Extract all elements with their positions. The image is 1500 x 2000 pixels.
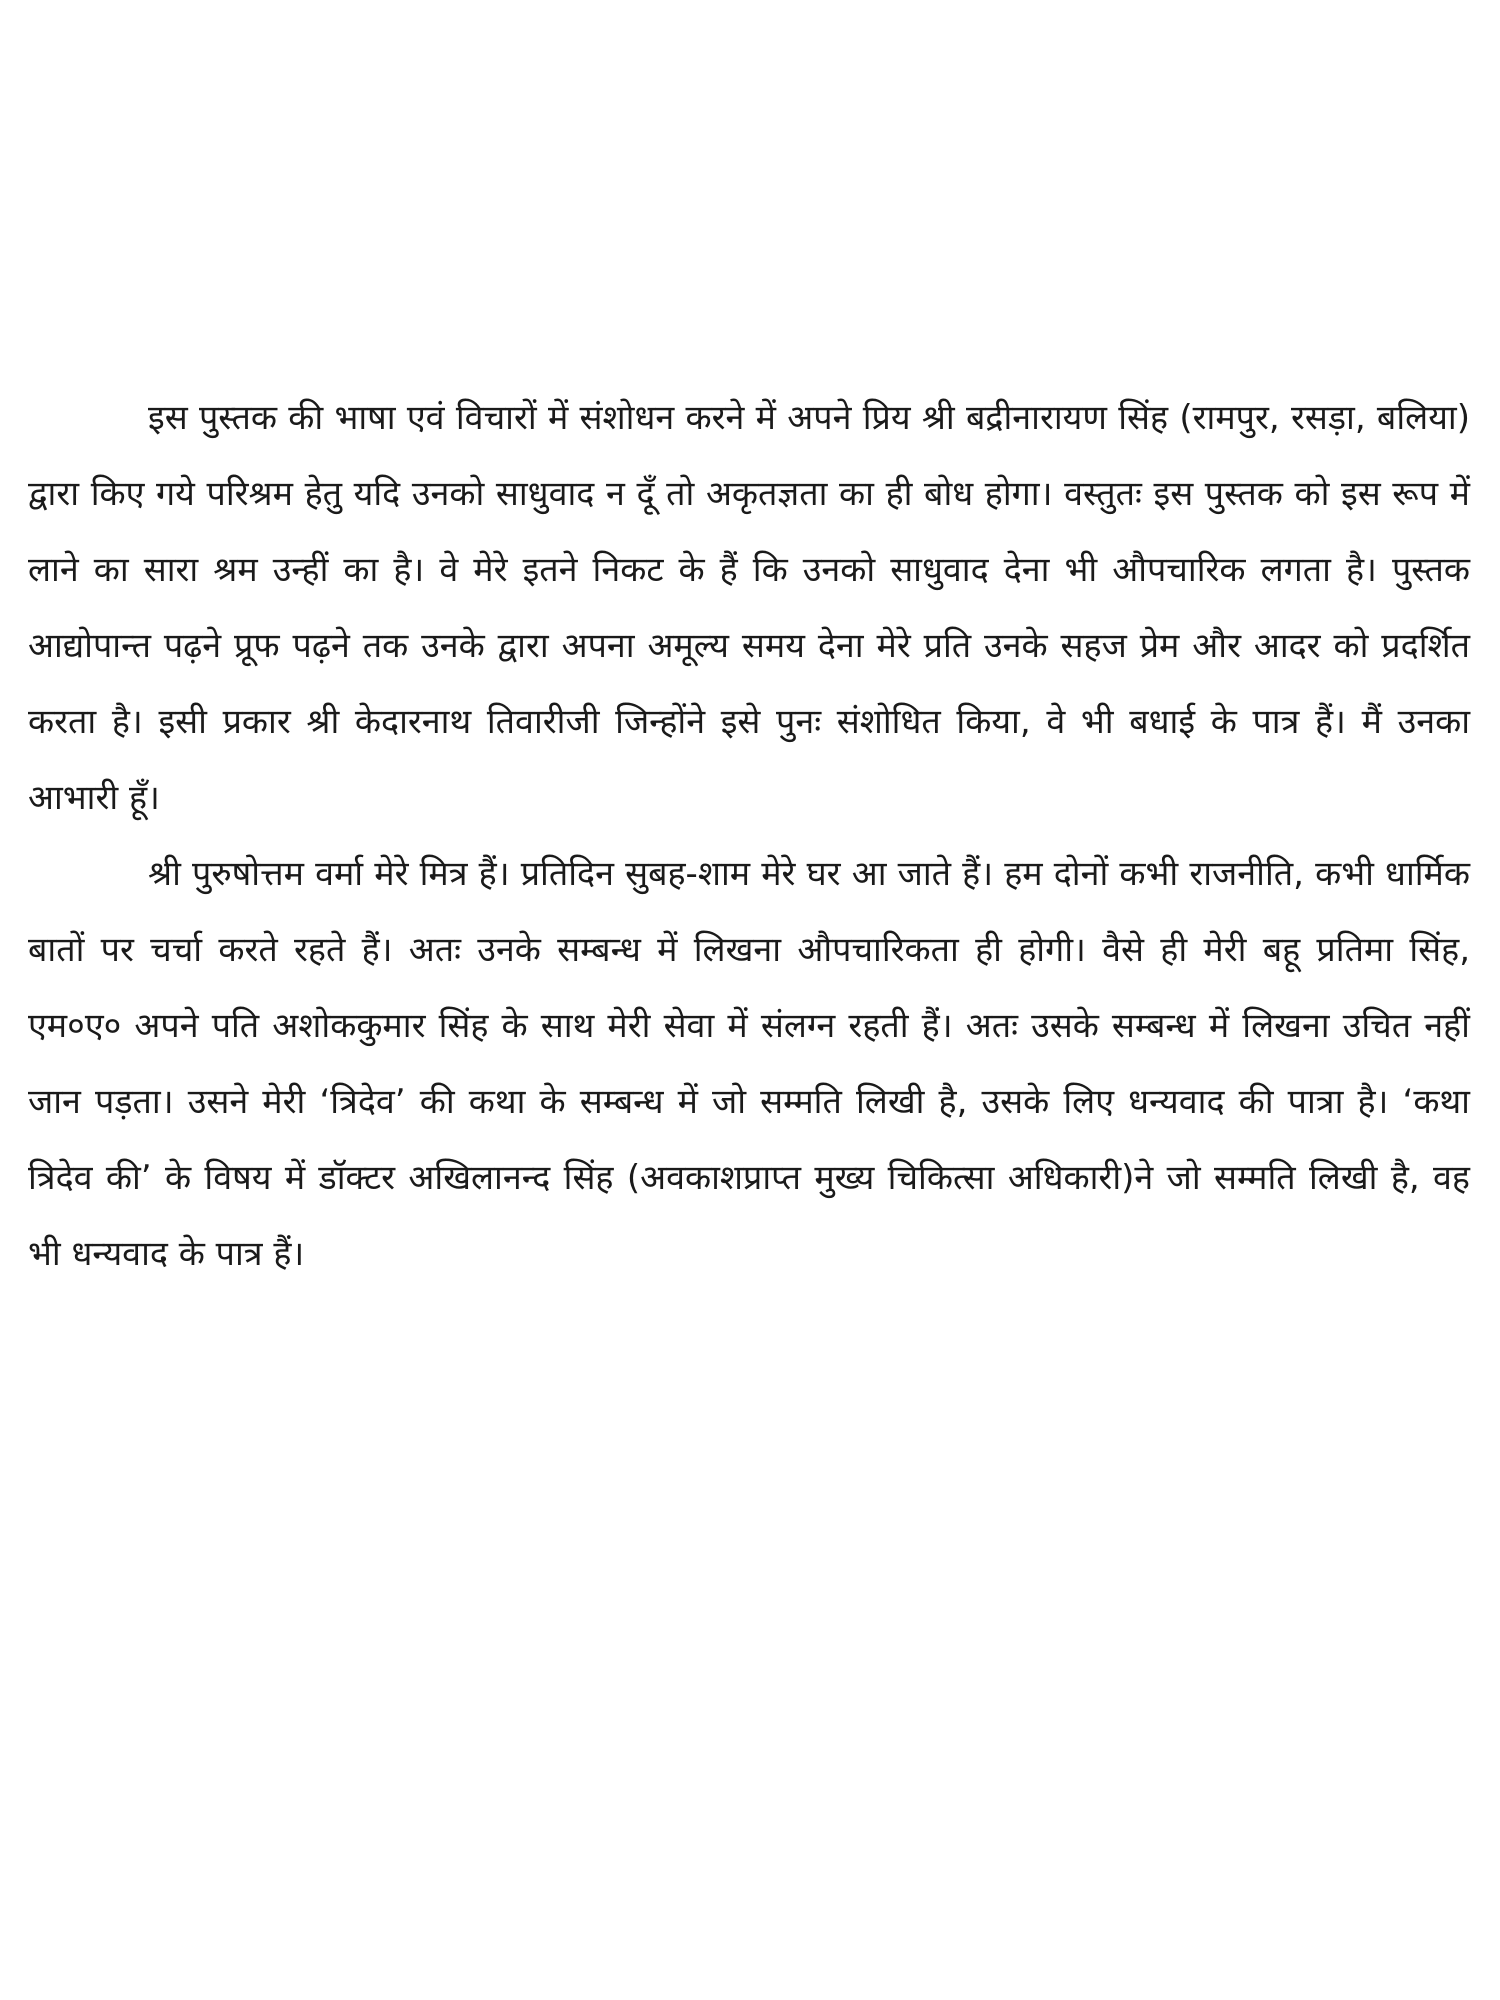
paragraph-acknowledgement-2: श्री पुरुषोत्तम वर्मा मेरे मित्र हैं। प्रतिदिन सुबह-शाम मेरे घर आ जाते हैं। हम दोनों कभी राजनीति, कभी धार्मिक बातों पर चर्चा करते रहते हैं। अतः उनके सम्बन्ध में लिखना औपचारिकता ही होगी। वैसे ही मेरी बहू प्रतिमा सिंह, एम०ए० अपने पति अशोककुमार सिंह के साथ मेरी सेवा में संलग्न रहती हैं। अतः उसके सम्बन्ध में लिखना उचित नहीं जान पड़ता। उसने मेरी ‘त्रिदेव’ की कथा के सम्बन्ध में जो सम्मति लिखी है, उसके लिए धन्यवाद की पात्रा है। ‘कथा त्रिदेव की’ के विषय में डॉक्टर अखिलानन्द सिंह (अवकाशप्राप्त मुख्य चिकित्सा अधिकारी)ने जो सम्मति लिखी है, वह भी धन्यवाद के पात्र हैं। <box>28 854 1470 1274</box>
paragraph-acknowledgement-1: इस पुस्तक की भाषा एवं विचारों में संशोधन करने में अपने प्रिय श्री बद्रीनारायण सिंह (रामपुर, रसड़ा, बलिया) द्वारा किए गये परिश्रम हेतु यदि उनको साधुवाद न दूँ तो अकृतज्ञता का ही बोध होगा। वस्तुतः इस पुस्तक को इस रूप में लाने का सारा श्रम उन्हीं का है। वे मेरे इतने निकट के हैं कि उनको साधुवाद देना भी औपचारिक लगता है। पुस्तक आद्योपान्त पढ़ने प्रूफ पढ़ने तक उनके द्वारा अपना अमूल्य समय देना मेरे प्रति उनके सहज प्रेम और आदर को प्रदर्शित करता है। इसी प्रकार श्री केदारनाथ तिवारीजी जिन्होंने इसे पुनः संशोधित किया, वे भी बधाई के पात्र हैं। मैं उनका आभारी हूँ। <box>28 398 1470 818</box>
body-text <box>28 380 1470 1292</box>
